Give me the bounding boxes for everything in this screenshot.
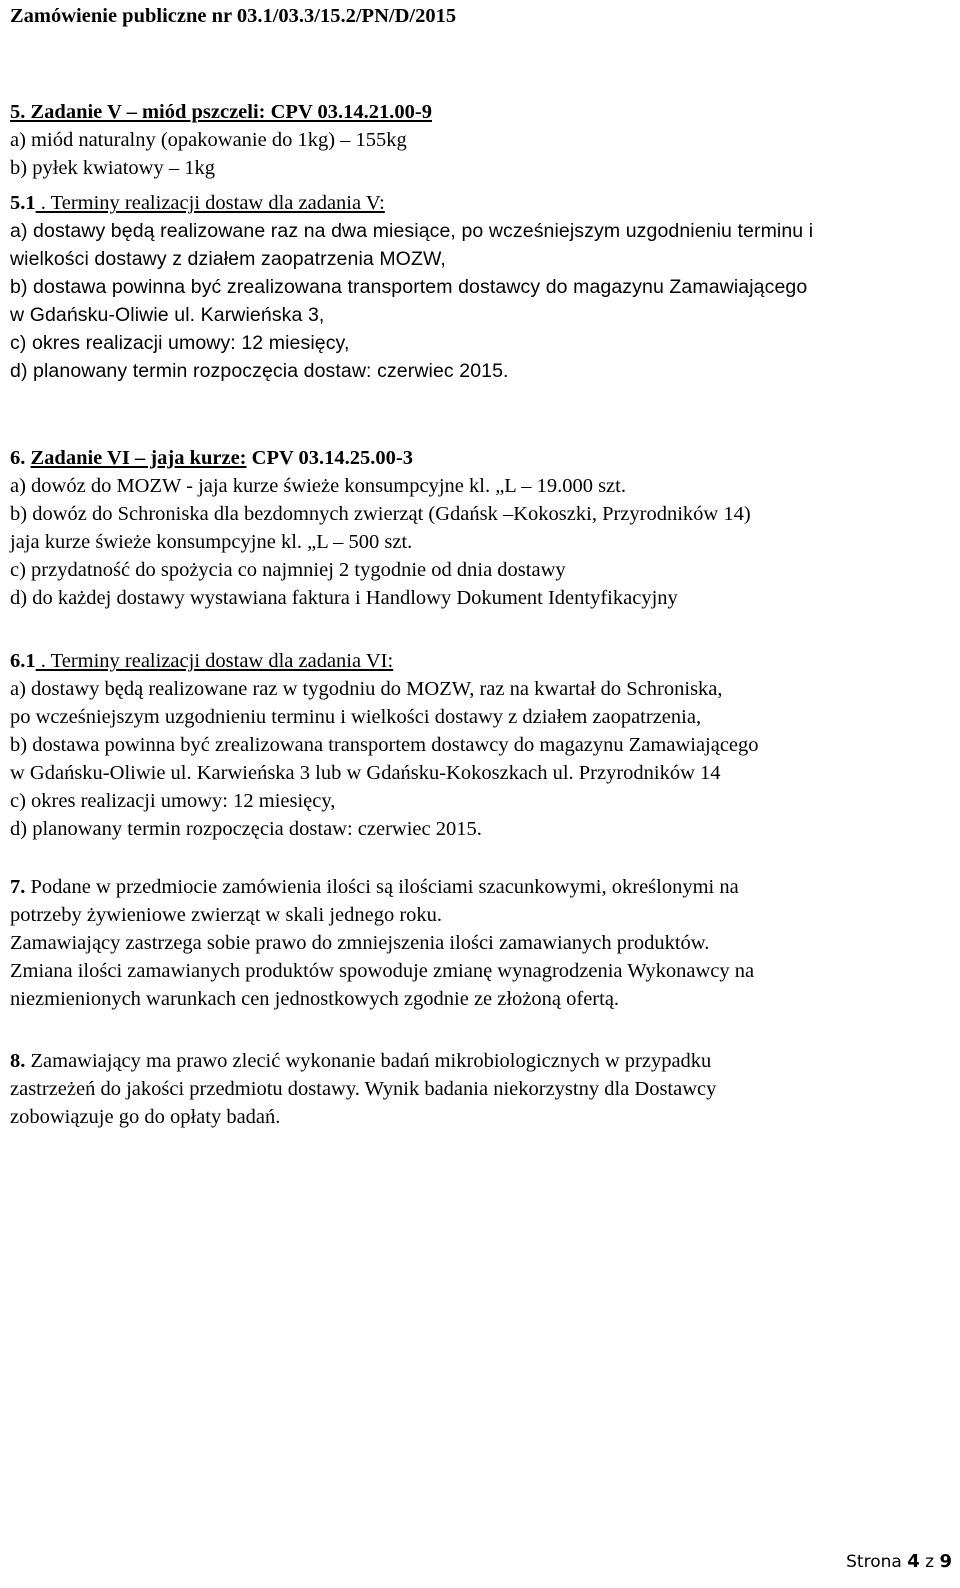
section-6-1-line: w Gdańsku-Oliwie ul. Karwieńska 3 lub w Gdańsku-Kokoszkach ul. Przyrodników 14	[10, 762, 721, 784]
section-7-line: niezmienionych warunkach cen jednostkowych zgodnie ze złożoną ofertą.	[10, 988, 620, 1010]
section-6-number: 6.	[10, 447, 26, 469]
footer-label: Strona	[846, 1552, 908, 1572]
section-5-1-line: a) dostawy będą realizowane raz na dwa miesiące, po wcześniejszym uzgodnieniu terminu i	[10, 220, 814, 242]
section-6-1-title: . Terminy realizacji dostaw dla zadania VI:	[35, 650, 394, 672]
page-number-footer	[846, 1551, 952, 1572]
section-7-line: 7. Podane w przedmiocie zamówienia ilości są ilościami szacunkowymi, określonymi na	[10, 876, 739, 898]
section-5-1-number: 5.1	[10, 192, 36, 214]
section-6-1-line: a) dostawy będą realizowane raz w tygodniu do MOZW, raz na kwartał do Schroniska,	[10, 678, 723, 700]
section-6-1-line: d) planowany termin rozpoczęcia dostaw: czerwiec 2015.	[10, 818, 482, 840]
section-7-line: potrzeby żywieniowe zwierząt w skali jednego roku.	[10, 904, 443, 926]
section-5-1-line: c) okres realizacji umowy: 12 miesięcy,	[10, 332, 350, 354]
section-8-line: 8. Zamawiający ma prawo zlecić wykonanie badań mikrobiologicznych w przypadku	[10, 1050, 712, 1072]
section-5-1-line: b) dostawa powinna być zrealizowana transportem dostawcy do magazynu Zamawiającego	[10, 276, 808, 298]
section-5-heading: 5. Zadanie V – miód pszczeli: CPV 03.14.21.00-9	[10, 101, 432, 123]
section-6-1	[10, 647, 955, 843]
section-7-number: 7.	[10, 876, 26, 898]
section-5-1	[10, 189, 955, 385]
section-6-1-number: 6.1	[10, 650, 36, 672]
section-8-line: zastrzeżeń do jakości przedmiotu dostawy. Wynik badania niekorzystny dla Dostawcy	[10, 1078, 717, 1100]
section-5-item-b: b) pyłek kwiatowy – 1kg	[10, 157, 215, 179]
section-6-cpv: CPV 03.14.25.00-3	[246, 447, 413, 469]
section-8-number: 8.	[10, 1050, 26, 1072]
section-8	[10, 1047, 955, 1131]
section-8-line: zobowiązuje go do opłaty badań.	[10, 1106, 281, 1128]
section-6-line: c) przydatność do spożycia co najmniej 2 tygodnie od dnia dostawy	[10, 559, 566, 581]
section-6-line: b) dowóz do Schroniska dla bezdomnych zwierząt (Gdańsk –Kokoszki, Przyrodników 14)	[10, 503, 751, 525]
section-5	[10, 98, 955, 182]
section-6-title: Zadanie VI – jaja kurze:	[30, 447, 247, 469]
section-5-1-line: w Gdańsku-Oliwie ul. Karwieńska 3,	[10, 304, 325, 326]
section-6-line: d) do każdej dostawy wystawiana faktura i Handlowy Dokument Identyfikacyjny	[10, 587, 678, 609]
section-6-line: a) dowóz do MOZW - jaja kurze świeże konsumpcyjne kl. „L – 19.000 szt.	[10, 475, 626, 497]
section-6-1-heading	[10, 647, 955, 675]
section-7-line: Zmiana ilości zamawianych produktów spowoduje zmianę wynagrodzenia Wykonawcy na	[10, 960, 755, 982]
section-5-item-a: a) miód naturalny (opakowanie do 1kg) – 155kg	[10, 129, 407, 151]
section-7-line: Zamawiający zastrzega sobie prawo do zmniejszenia ilości zamawianych produktów.	[10, 932, 710, 954]
footer-page: 4	[907, 1551, 920, 1572]
section-6-line: jaja kurze świeże konsumpcyjne kl. „L – 500 szt.	[10, 531, 413, 553]
section-6-1-line: b) dostawa powinna być zrealizowana transportem dostawcy do magazynu Zamawiającego	[10, 734, 759, 756]
section-5-1-title: . Terminy realizacji dostaw dla zadania V:	[35, 192, 385, 214]
footer-total: 9	[939, 1551, 952, 1572]
document-header: Zamówienie publiczne nr 03.1/03.3/15.2/PN/D/2015	[10, 5, 457, 27]
section-5-1-line: d) planowany termin rozpoczęcia dostaw: czerwiec 2015.	[10, 360, 509, 382]
section-6-heading	[10, 444, 955, 472]
section-5-1-heading	[10, 189, 955, 217]
footer-sep: z	[919, 1552, 940, 1572]
section-6-1-line: c) okres realizacji umowy: 12 miesięcy,	[10, 790, 336, 812]
section-5-1-line: wielkości dostawy z działem zaopatrzenia MOZW,	[10, 248, 446, 270]
section-6-1-line: po wcześniejszym uzgodnieniu terminu i wielkości dostawy z działem zaopatrzenia,	[10, 706, 702, 728]
section-6	[10, 444, 955, 612]
section-7	[10, 873, 955, 1013]
